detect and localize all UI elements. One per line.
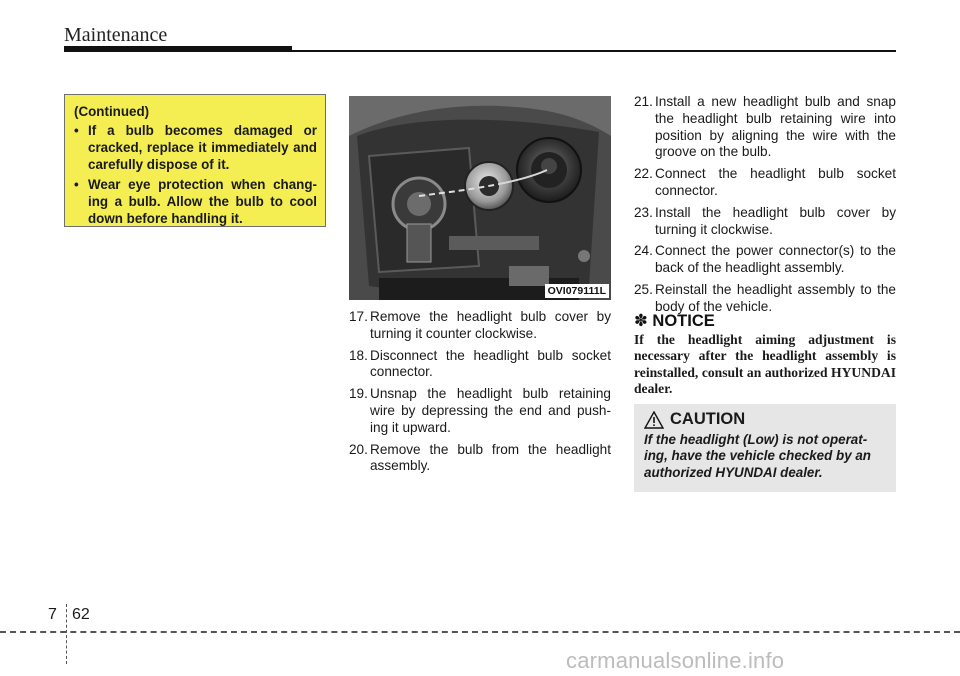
step-text: Disconnect the headlight bulb socket connector. [370,347,611,380]
footer-vertical-divider [66,604,67,664]
bullet-dot: • [74,123,79,138]
step-number: 25. [634,281,653,297]
bullet-dot: • [74,177,79,192]
footer-dashed-rule [0,631,960,633]
photo-reference-label: OVI079111L [545,284,609,298]
page-header-title: Maintenance [64,24,168,46]
procedure-step [634,166,896,200]
headlight-assembly-illustration [349,96,611,300]
step-text: Remove the headlight bulb cover by turning it counter clockwise. [370,309,611,341]
caution-box [634,404,896,492]
warning-triangle-icon [644,411,664,429]
step-text: Install the headlight bulb cover by turning it clockwise. [655,204,896,237]
procedure-step [634,205,896,239]
bullet-text: Wear eye protection when chang-ing a bulb. Allow the bulb to cool down before handling it. [88,177,317,226]
step-text: Install a new headlight bulb and snap the headlight bulb retaining wire into position by aligning the wire with the groove on the bulb. [655,94,896,160]
step-text: Connect the headlight bulb socket connector. [655,166,896,198]
watermark-text: carmanualsonline.info [566,648,785,673]
step-text: Unsnap the headlight bulb retaining wire by depressing the end and push-ing it upward. [370,386,611,435]
step-number: 17. [349,309,368,324]
step-text: Connect the power connector(s) to the back of the headlight assembly. [655,243,896,276]
step-number: 19. [349,386,368,402]
bullet-text: If a bulb becomes damaged or cracked, replace it immediately and carefully dispose of it. [88,123,317,172]
caution-text: If the headlight (Low) is not operat-ing, have the vehicle checked by an authorized HYUNDAI dealer. [644,432,871,480]
continued-heading: (Continued) [74,104,150,119]
step-number: 18. [349,347,368,363]
caution-header [644,410,886,429]
notice-text: If the headlight aiming adjustment is necessary after the headlight assembly is reinstalled, consult an authorized HYUNDAI dealer. [634,332,896,397]
step-number: 24. [634,243,653,259]
procedure-step [349,348,611,382]
procedure-step [634,243,896,277]
header-rule [64,50,896,52]
headlight-assembly-photo [349,96,611,300]
procedure-step [349,442,611,476]
procedure-step [349,309,611,343]
step-number: 21. [634,94,653,109]
procedure-step [349,386,611,436]
caution-title: CAUTION [670,410,746,428]
bullet-item [74,176,317,227]
page-number: 62 [72,606,90,623]
step-text: Reinstall the headlight assembly to the body of the vehicle. [655,281,896,314]
chapter-number: 7 [48,606,57,623]
procedure-steps-column-3 [634,94,896,321]
procedure-steps-column-2 [349,309,611,480]
step-number: 20. [349,441,368,457]
step-number: 23. [634,204,653,220]
step-text: Remove the bulb from the headlight assembly. [370,441,611,474]
notice-heading: ✽ NOTICE [634,312,715,330]
procedure-step [634,94,896,161]
bullet-item [74,122,317,173]
step-number: 22. [634,166,653,182]
continued-warning-box [64,94,326,227]
